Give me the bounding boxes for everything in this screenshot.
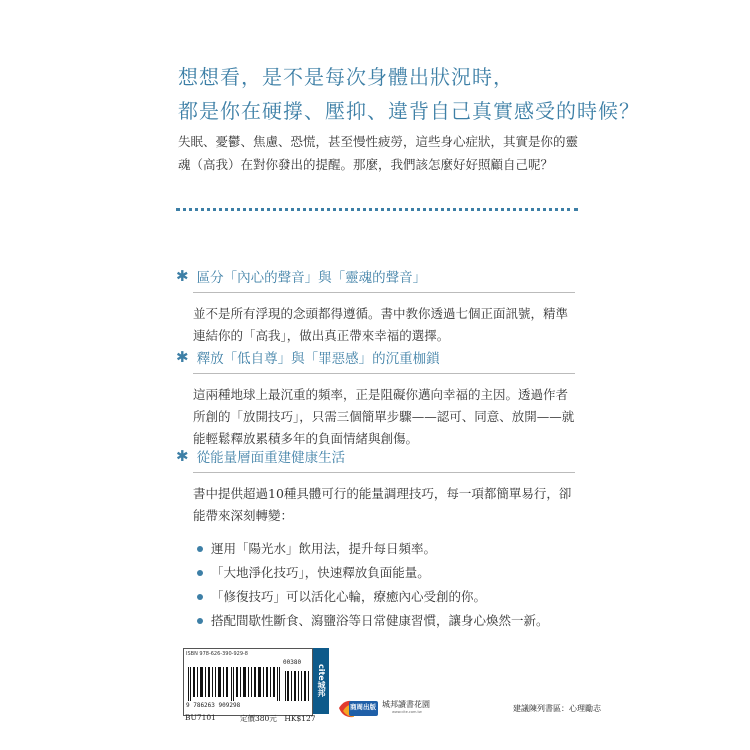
- section-2-title: 釋放「低自尊」與「罪惡感」的沉重枷鎖: [196, 351, 440, 367]
- headline-line-2: 都是你在硬撐、壓抑、違背自己真實感受的時候？: [178, 99, 640, 123]
- barcode-addon-number: 00380: [283, 659, 302, 666]
- list-item: 「修復技巧」可以活化心輪，療癒內心受創的你。: [193, 585, 575, 609]
- cite-logo-text: cite城邦: [317, 663, 326, 697]
- book-code-value: BU7101: [185, 713, 216, 722]
- headline-line-1: 想想看，是不是每次身體出狀況時，: [178, 65, 514, 89]
- section-3: [176, 446, 586, 633]
- section-2-heading: [176, 347, 586, 367]
- barcode-addon-image: [284, 667, 310, 701]
- section-1-heading: [176, 266, 586, 286]
- section-1-body: 並不是所有浮現的念頭都得遵循。書中教你透過七個正面訊號，精準連結你的「高我」，做出真正帶來幸福的選擇。: [193, 292, 575, 347]
- barcode-digits: 9 786263 909298: [186, 702, 241, 709]
- asterisk-icon: ✱: [176, 447, 189, 465]
- section-1-title: 區分「內心的聲音」與「靈魂的聲音」: [196, 270, 427, 286]
- list-item: 搭配間歇性斷食、瀉鹽浴等日常健康習慣，讓身心煥然一新。: [193, 609, 575, 633]
- intro-paragraph: 失眠、憂鬱、焦慮、恐慌，甚至慢性疲勞，這些身心症狀，其實是你的靈魂（高我）在對你發出的提醒。那麼，我們該怎麼好好照顧自己呢？: [178, 134, 579, 172]
- dotted-divider: [176, 208, 578, 211]
- headline: [178, 60, 640, 128]
- list-item: 運用「陽光水」飲用法，提升每日頻率。: [193, 537, 575, 561]
- section-3-text: 書中提供超過10種具體可行的能量調理技巧，每一項都簡單易行，卻能帶來深刻轉變：: [193, 486, 572, 523]
- isbn-label: ISBN 978-626-390-929-8: [186, 651, 248, 657]
- publisher-logo-text: 商周出版: [350, 703, 376, 711]
- asterisk-icon: ✱: [176, 267, 189, 285]
- shelf-category: 建議陳列書區：心理勵志: [513, 704, 601, 713]
- list-item: 「大地淨化技巧」，快速釋放負面能量。: [193, 561, 575, 585]
- city-bookstore-url: www.cite.com.tw: [392, 710, 422, 714]
- section-2: [176, 347, 586, 450]
- asterisk-icon: ✱: [176, 348, 189, 366]
- barcode-image: [186, 667, 282, 701]
- section-2-body: 這兩種地球上最沉重的頻率，正是阻礙你邁向幸福的主因。透過作者所創的「放開技巧」，只需三個簡單步驟——認可、同意、放開——就能輕鬆釋放累積多年的負面情緒與創傷。: [193, 373, 575, 450]
- section-1: [176, 266, 586, 347]
- city-bookstore-logo: 城邦讀書花園: [382, 700, 430, 709]
- section-3-heading: [176, 446, 586, 466]
- technique-list: [193, 537, 575, 633]
- price-label: 定價380元 HK$127: [240, 714, 316, 723]
- section-3-title: 從能量層面重建健康生活: [196, 450, 346, 466]
- section-3-body: [193, 472, 575, 633]
